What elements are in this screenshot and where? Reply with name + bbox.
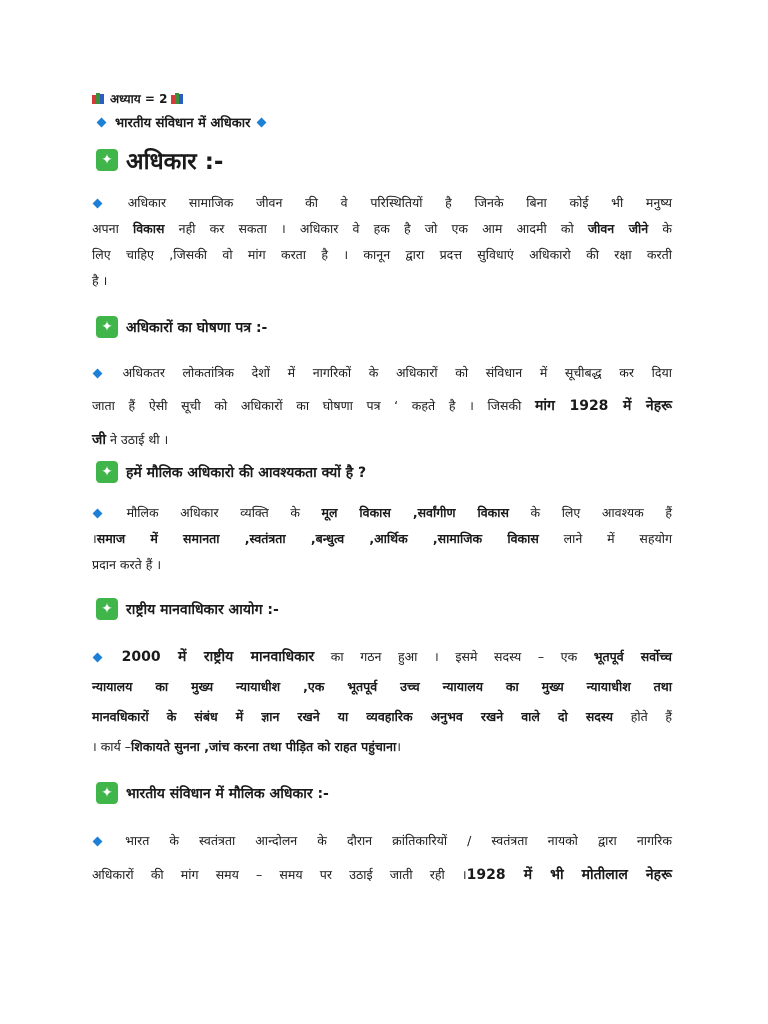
sparkle-icon: ✦ <box>96 461 118 483</box>
paragraph-nhrc: 2000 में राष्ट्रीय मानवाधिकार का गठन हुआ । इसमे सदस्य – एक भूतपूर्व सर्वोच्च न्यायालय का मुख्य न्यायाधीश ,एक भूतपूर्व उच्च न्यायालय का मुख्य न्यायाधीश तथा मानवधिकारों के संबंध में ज्ञान रखने या व्यवहारिक अनुभव रखने वाले दो सदस्य होते हैं । कार्य –शिकायते सुनना ,जांच करना तथा पीड़ित को राहत पहुंचाना। <box>92 649 672 754</box>
sparkle-icon: ✦ <box>96 598 118 620</box>
section-heading-fundamental-rights: ✦ भारतीय संविधान में मौलिक अधिकार :- <box>96 782 329 804</box>
chapter-text: अध्याय = 2 <box>110 92 168 106</box>
section-heading-nhrc: ✦ राष्ट्रीय मानवाधिकार आयोग :- <box>96 598 279 620</box>
diamond-bullet-icon <box>97 117 107 127</box>
paragraph-adhikar: अधिकार सामाजिक जीवन की वे परिस्थितियों है जिनके बिना कोई भी मनुष्य अपना विकास नही कर सकता । अधिकार वे हक है जो एक आम आदमी को जीवन जीने के लिए चाहिए ,जिसकी वो मांग करता है । कानून द्वारा प्रदत्त सुविधाएं अधिकारो की रक्षा करती है । <box>92 195 672 288</box>
diamond-bullet-icon <box>93 369 103 379</box>
chapter-subtitle: भारतीय संविधान में अधिकार <box>96 113 269 131</box>
section-heading-adhikar: ✦ अधिकार :- <box>96 144 223 176</box>
books-icon <box>92 93 106 104</box>
section-heading-need: ✦ हमें मौलिक अधिकारो की आवश्यकता क्यों है ? <box>96 461 366 483</box>
paragraph-need: मौलिक अधिकार व्यक्ति के मूल विकास ,सर्वांगीण विकास के लिए आवश्यक हैं ।समाज में समानता ,स्वतंत्रता ,बन्धुत्व ,आर्थिक ,सामाजिक विकास लाने में सहयोग प्रदान करते हैं । <box>92 505 672 572</box>
chapter-label <box>92 90 185 107</box>
sparkle-icon: ✦ <box>96 149 118 171</box>
sparkle-icon: ✦ <box>96 782 118 804</box>
books-icon <box>171 93 185 104</box>
paragraph-fundamental-rights: भारत के स्वतंत्रता आन्दोलन के दौरान क्रांतिकारियों / स्वतंत्रता नायको द्वारा नागरिक अधिकारों की मांग समय – समय पर उठाई जाती रही ।1928 में भी मोतीलाल नेहरू <box>92 833 672 883</box>
diamond-bullet-icon <box>93 199 103 209</box>
section-heading-declaration: ✦ अधिकारों का घोषणा पत्र :- <box>96 316 267 338</box>
diamond-bullet-icon <box>93 653 103 663</box>
paragraph-declaration: अधिकतर लोकतांत्रिक देशों में नागरिकों के अधिकारों को संविधान में सूचीबद्ध कर दिया जाता हैं ऐसी सूची को अधिकारों का घोषणा पत्र ‘ कहते है । जिसकी मांग 1928 में नेहरू जी ने उठाई थी । <box>92 365 673 448</box>
diamond-bullet-icon <box>257 117 267 127</box>
diamond-bullet-icon <box>93 837 103 847</box>
sparkle-icon: ✦ <box>96 316 118 338</box>
diamond-bullet-icon <box>93 509 103 519</box>
